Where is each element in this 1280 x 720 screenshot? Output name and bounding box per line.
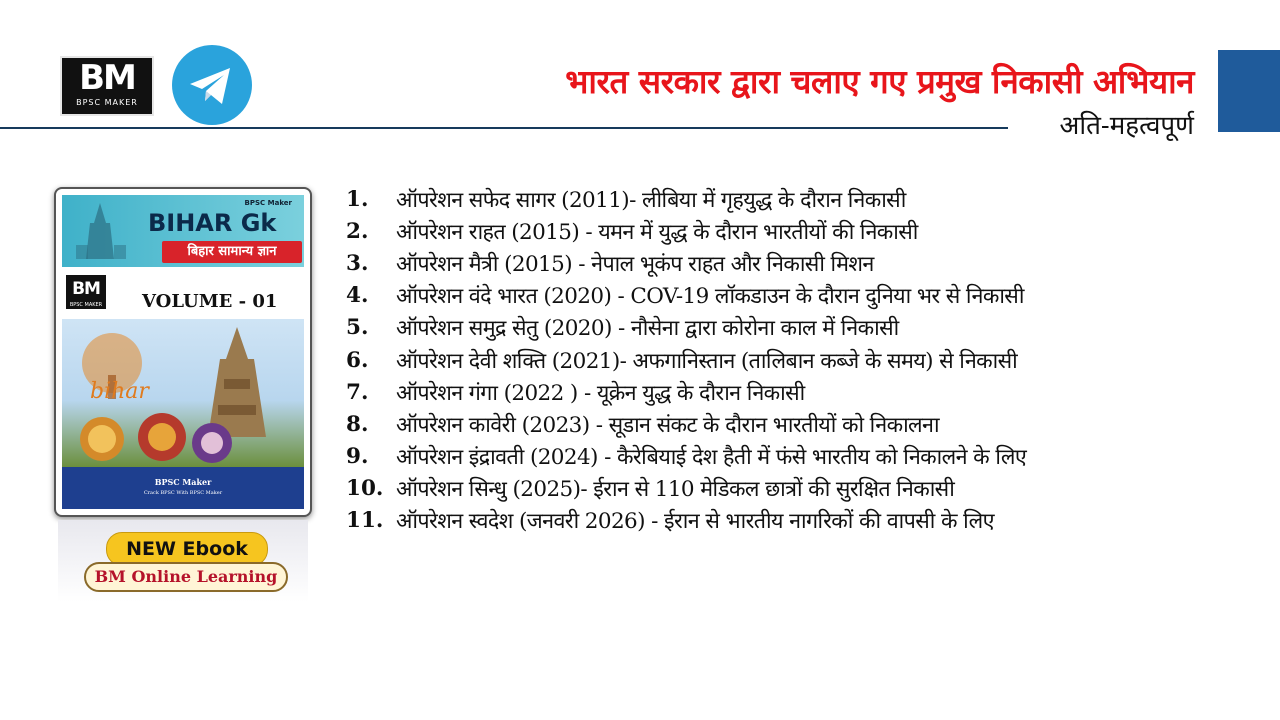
item-number: 9. [346,444,369,470]
cover-logo [66,275,106,309]
cover-art-text: bihar [90,379,149,404]
item-number: 11. [346,508,384,534]
list-item [346,473,1026,505]
ebook-card[interactable] [54,187,312,517]
page-title: भारत सरकार द्वारा चलाए गए प्रमुख निकासी अभियान [565,62,1194,101]
item-number: 1. [346,186,369,212]
temple-icon [70,201,130,261]
item-text: ऑपरेशन इंद्रावती (2024) - कैरेबियाई देश हैती में फंसे भारतीय को निकालने के लिए [396,445,1027,471]
list-item [346,441,1026,473]
cover-publisher: BPSC Maker [244,199,292,207]
item-text: ऑपरेशन गंगा (2022 ) - यूक्रेन युद्ध के दौरान निकासी [396,380,805,406]
bm-logo [60,56,154,116]
list-item [346,376,1026,408]
list-item [346,505,1026,537]
ebook-cover [62,195,304,509]
item-number: 6. [346,347,369,373]
item-text: ऑपरेशन स्वदेश (जनवरी 2026) - ईरान से भारतीय नागरिकों की वापसी के लिए [396,509,994,535]
bm-online-learning-banner[interactable]: BM Online Learning [84,562,288,592]
item-text: ऑपरेशन वंदे भारत (2020) - COV-19 लॉकडाउन के दौरान दुनिया भर से निकासी [396,284,1024,310]
item-number: 7. [346,379,369,405]
cover-logo-sub: BPSC MAKER [69,302,103,308]
item-text: ऑपरेशन मैत्री (2015) - नेपाल भूकंप राहत और निकासी मिशन [396,251,874,277]
cover-footer [62,467,304,509]
item-text: ऑपरेशन सिन्धु (2025)- ईरान से 110 मेडिकल छात्रों की सुरक्षित निकासी [396,477,955,503]
list-item [346,247,1026,279]
cover-title: BIHAR Gk [148,209,277,237]
logo-mark: BM [79,58,135,98]
item-text: ऑपरेशन कावेरी (2023) - सूडान संकट के दौरान भारतीयों को निकालना [396,412,939,438]
cover-header [62,195,304,267]
list-item [346,344,1026,376]
item-number: 3. [346,250,369,276]
item-number: 5. [346,315,369,341]
item-text: ऑपरेशन सफेद सागर (2011)- लीबिया में गृहयुद्ध के दौरान निकासी [396,187,906,213]
list-item [346,312,1026,344]
item-text: ऑपरेशन देवी शक्ति (2021)- अफगानिस्तान (तालिबान कब्जे के समय) से निकासी [396,348,1018,374]
cover-artwork [62,319,304,467]
header-divider [0,127,1008,129]
cover-logo-mark: BM [72,279,100,299]
corner-accent-block [1218,50,1280,132]
page-subtitle: अति-महत्वपूर्ण [1059,111,1194,141]
list-item [346,183,1026,215]
cover-hindi-title: बिहार सामान्य ज्ञान [162,241,302,263]
list-item [346,408,1026,440]
list-item [346,215,1026,247]
item-text: ऑपरेशन राहत (2015) - यमन में युद्ध के दौरान भारतीयों की निकासी [396,219,918,245]
item-number: 10. [346,476,384,502]
new-ebook-badge[interactable]: NEW Ebook [106,532,268,566]
item-number: 2. [346,218,369,244]
cover-footer-publisher: BPSC Maker [154,477,212,487]
cover-footer-tagline: Crack BPSC With BPSC Maker [143,490,223,496]
operations-list [346,183,1026,537]
item-number: 4. [346,283,369,309]
cover-volume: VOLUME - 01 [142,291,278,312]
telegram-icon[interactable] [172,45,252,125]
logo-sub: BPSC MAKER [76,98,138,107]
item-text: ऑपरेशन समुद्र सेतु (2020) - नौसेना द्वारा कोरोना काल में निकासी [396,316,899,342]
list-item [346,280,1026,312]
item-number: 8. [346,411,369,437]
